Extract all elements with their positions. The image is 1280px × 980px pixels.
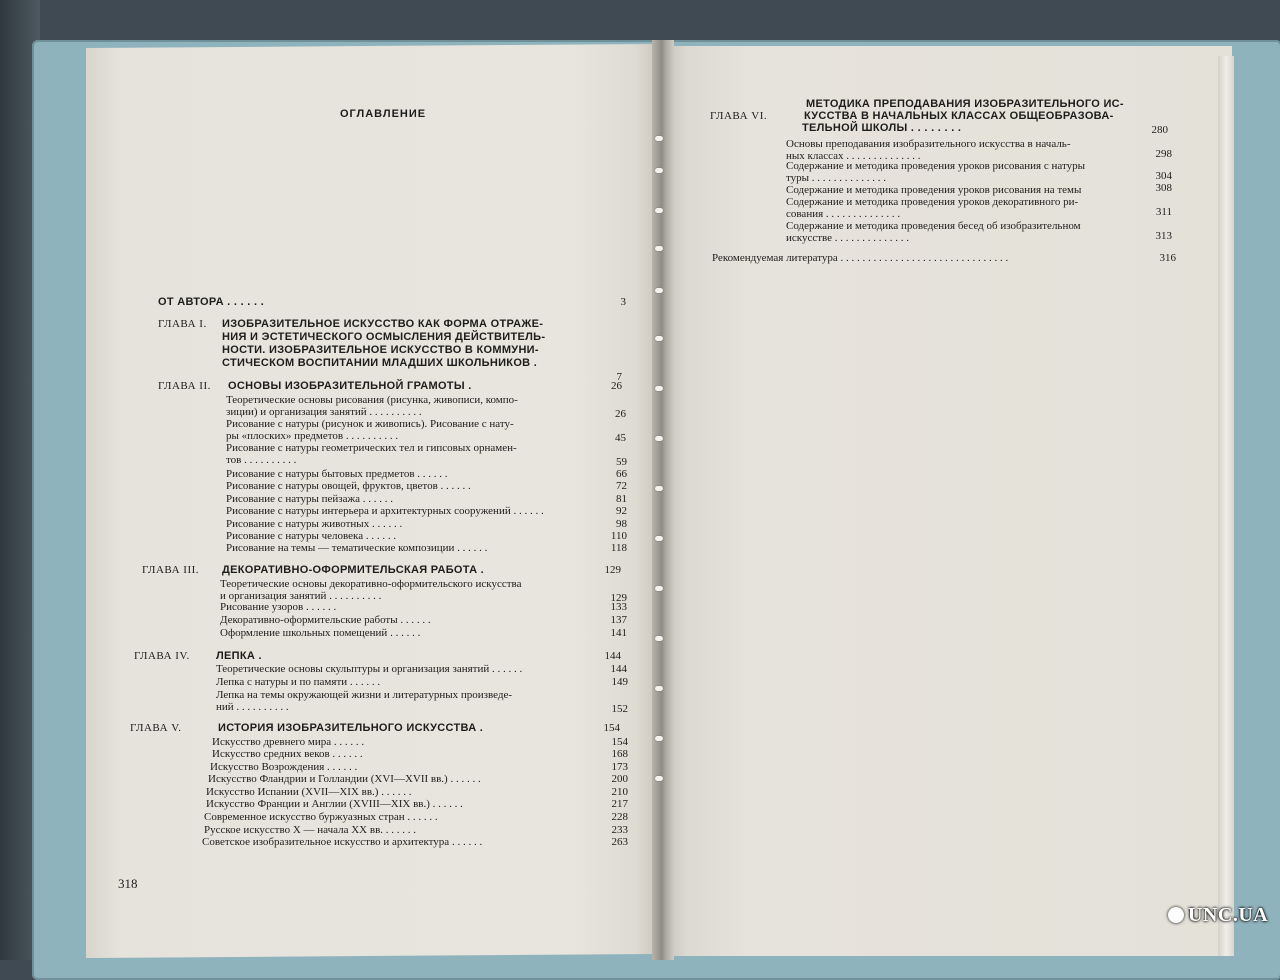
toc-entry: Искусство Фландрии и Голландии (XVI—XVII вв.) . . . . . . [208,773,481,785]
toc-entry-continued: ных классах . . . . . . . . . . . . . . [786,150,921,162]
page-ref: 7 [616,371,622,383]
binding-stitch [655,436,663,441]
page-ref: 81 [616,493,627,505]
recommended-literature: Рекомендуемая литература . . . . . . . . . . . . . . . . . . . . . . . . . . . . . . . [712,252,1009,264]
chapter-title: НОСТИ. ИЗОБРАЗИТЕЛЬНОЕ ИСКУССТВО В КОММУНИ- [222,344,539,356]
page-ref: 118 [610,542,627,554]
toc-entry: Искусство Франции и Англии (XVIII—XIX вв.) . . . . . . [206,798,463,810]
page-ref: 200 [611,773,628,785]
binding-stitch [655,736,663,741]
toc-entry: Рисование с натуры животных . . . . . . [226,518,403,530]
chapter-title: СТИЧЕСКОМ ВОСПИТАНИИ МЛАДШИХ ШКОЛЬНИКОВ . [222,357,538,369]
toc-entry-continued: ры «плоских» предметов . . . . . . . . . . [226,430,399,442]
binding-stitch [655,486,663,491]
chapter-title: КУССТВА В НАЧАЛЬНЫХ КЛАССАХ ОБЩЕОБРАЗОВА- [804,110,1114,122]
page-ref: 144 [610,663,627,675]
page-ref: 141 [610,627,627,639]
toc-entry-continued: зиции) и организация занятий . . . . . . . . . . [226,406,422,418]
toc-entry: Содержание и методика проведения уроков рисования на темы [786,184,1082,196]
page-number: 318 [118,876,138,891]
page-ref: 72 [616,480,627,492]
page-ref: 129 [604,564,621,576]
toc-entry: Рисование с натуры интерьера и архитектурных сооружений . . . . . . [226,505,544,517]
binding-stitch [655,386,663,391]
binding-stitch [655,246,663,251]
toc-entry-continued: ний . . . . . . . . . . [216,701,289,713]
page-ref: 316 [1159,252,1176,264]
page-ref: 308 [1155,182,1172,194]
page-ref: 110 [610,530,627,542]
toc-entry-continued: сования . . . . . . . . . . . . . . [786,208,901,220]
toc-entry: Русское искусство X — начала XX вв. . . . . . . [204,824,417,836]
page-ref: 59 [616,456,627,468]
toc-entry: Рисование узоров . . . . . . [220,601,337,613]
page-ref: 311 [1155,206,1172,218]
toc-entry-continued: искусстве . . . . . . . . . . . . . . [786,232,910,244]
page-ref: 280 [1151,124,1168,136]
page-ref: 45 [615,432,626,444]
page-ref: 133 [610,601,627,613]
toc-entry: Оформление школьных помещений . . . . . . [220,627,421,639]
chapter-label: ГЛАВА VI. [710,110,768,122]
page-edges [1218,56,1234,956]
page-ref: 168 [611,748,628,760]
page-ref: 228 [611,811,628,823]
page-ref: 233 [611,824,628,836]
chapter-title: ИЗОБРАЗИТЕЛЬНОЕ ИСКУССТВО КАК ФОРМА ОТРАЖЕ- [222,318,544,330]
page-ref: 304 [1155,170,1172,182]
toc-entry: Рисование с натуры человека . . . . . . [226,530,397,542]
chapter-label: ГЛАВА I. [158,318,207,330]
chapter-label: ГЛАВА III. [142,564,200,576]
toc-entry: Декоративно-оформительские работы . . . . . . [220,614,431,626]
watermark [1168,904,1268,927]
toc-entry: Рисование на темы — тематические композиции . . . . . . [226,542,488,554]
page-ref: 3 [620,296,626,308]
chapter-title: МЕТОДИКА ПРЕПОДАВАНИЯ ИЗОБРАЗИТЕЛЬНОГО ИС- [806,98,1124,110]
chapter-title: НИЯ И ЭСТЕТИЧЕСКОГО ОСМЫСЛЕНИЯ ДЕЙСТВИТЕЛЬ- [222,331,546,343]
chapter-title: ТЕЛЬНОЙ ШКОЛЫ . . . . . . . . [802,122,962,134]
page-ref: 298 [1155,148,1172,160]
toc-entry: Теоретические основы декоративно-оформительского искусства [220,578,522,590]
chapter-label: ГЛАВА II. [158,380,211,392]
toc-entry: Рисование с натуры овощей, фруктов, цветов . . . . . . [226,480,471,492]
page-ref: 98 [616,518,627,530]
chapter-title: ДЕКОРАТИВНО-ОФОРМИТЕЛЬСКАЯ РАБОТА . [222,564,485,576]
binding-stitch [655,336,663,341]
toc-entry: Содержание и методика проведения уроков декоративного ри- [786,196,1079,208]
page-ref: 173 [611,761,628,773]
toc-entry: Содержание и методика проведения бесед об изобразительном [786,220,1081,232]
chapter-title: ИСТОРИЯ ИЗОБРАЗИТЕЛЬНОГО ИСКУССТВА . [218,722,484,734]
toc-entry: Современное искусство буржуазных стран . . . . . . [204,811,438,823]
toc-entry-continued: туры . . . . . . . . . . . . . . [786,172,887,184]
chapter-title: ОСНОВЫ ИЗОБРАЗИТЕЛЬНОЙ ГРАМОТЫ . [228,380,472,392]
toc-entry: Советское изобразительное искусство и архитектура . . . . . . [202,836,483,848]
page-ref: 154 [611,736,628,748]
page-ref: 144 [604,650,621,662]
page-ref: 152 [611,703,628,715]
binding-stitch [655,776,663,781]
page-ref: 149 [611,676,628,688]
toc-entry: Основы преподавания изобразительного искусства в началь- [786,138,1071,150]
binding-stitch [655,586,663,591]
toc-entry: Искусство Испании (XVII—XIX вв.) . . . . . . [206,786,412,798]
toc-entry: Рисование с натуры бытовых предметов . . . . . . [226,468,448,480]
chapter-label: ГЛАВА IV. [134,650,190,662]
toc-entry: Рисование с натуры пейзажа . . . . . . [226,493,394,505]
page-ref: 26 [611,380,622,392]
binding-stitch [655,208,663,213]
page-ref: 313 [1155,230,1172,242]
page-ref: 154 [603,722,620,734]
author-note: ОТ АВТОРА . . . . . . [158,296,265,308]
page-ref: 92 [616,505,627,517]
toc-entry: Рисование с натуры (рисунок и живопись). Рисование с нату- [226,418,514,430]
chapter-label: ГЛАВА V. [130,722,182,734]
binding-stitch [655,168,663,173]
toc-entry: Лепка на темы окружающей жизни и литературных произведе- [216,689,512,701]
page-ref: 26 [615,408,626,420]
binding-stitch [655,536,663,541]
binding-stitch [655,636,663,641]
binding-stitch [655,136,663,141]
toc-entry: Искусство средних веков . . . . . . [212,748,363,760]
watermark-text: UNC.UA [1188,904,1269,926]
toc-entry: Теоретические основы рисования (рисунка, живописи, компо- [226,394,518,406]
toc-entry: Искусство древнего мира . . . . . . [212,736,365,748]
toc-entry-continued: тов . . . . . . . . . . [226,454,297,466]
binding-stitch [655,686,663,691]
toc-entry: Лепка с натуры и по памяти . . . . . . [216,676,381,688]
page-ref: 217 [611,798,628,810]
toc-entry: Рисование с натуры геометрических тел и гипсовых орнамен- [226,442,517,454]
page-ref: 210 [611,786,628,798]
toc-entry-continued: и организация занятий . . . . . . . . . . [220,590,382,602]
sun-logo-icon [1168,907,1184,923]
binding-stitch [655,288,663,293]
page-ref: 129 [610,592,627,604]
toc-entry: Теоретические основы скульптуры и организация занятий . . . . . . [216,663,523,675]
chapter-title: ЛЕПКА . [216,650,262,662]
page-ref: 263 [611,836,628,848]
page-ref: 66 [616,468,627,480]
toc-title: ОГЛАВЛЕНИЕ [340,108,427,120]
toc-entry: Содержание и методика проведения уроков рисования с натуры [786,160,1086,172]
page-ref: 137 [610,614,627,626]
toc-entry: Искусство Возрождения . . . . . . [210,761,358,773]
book-gutter [652,40,674,960]
